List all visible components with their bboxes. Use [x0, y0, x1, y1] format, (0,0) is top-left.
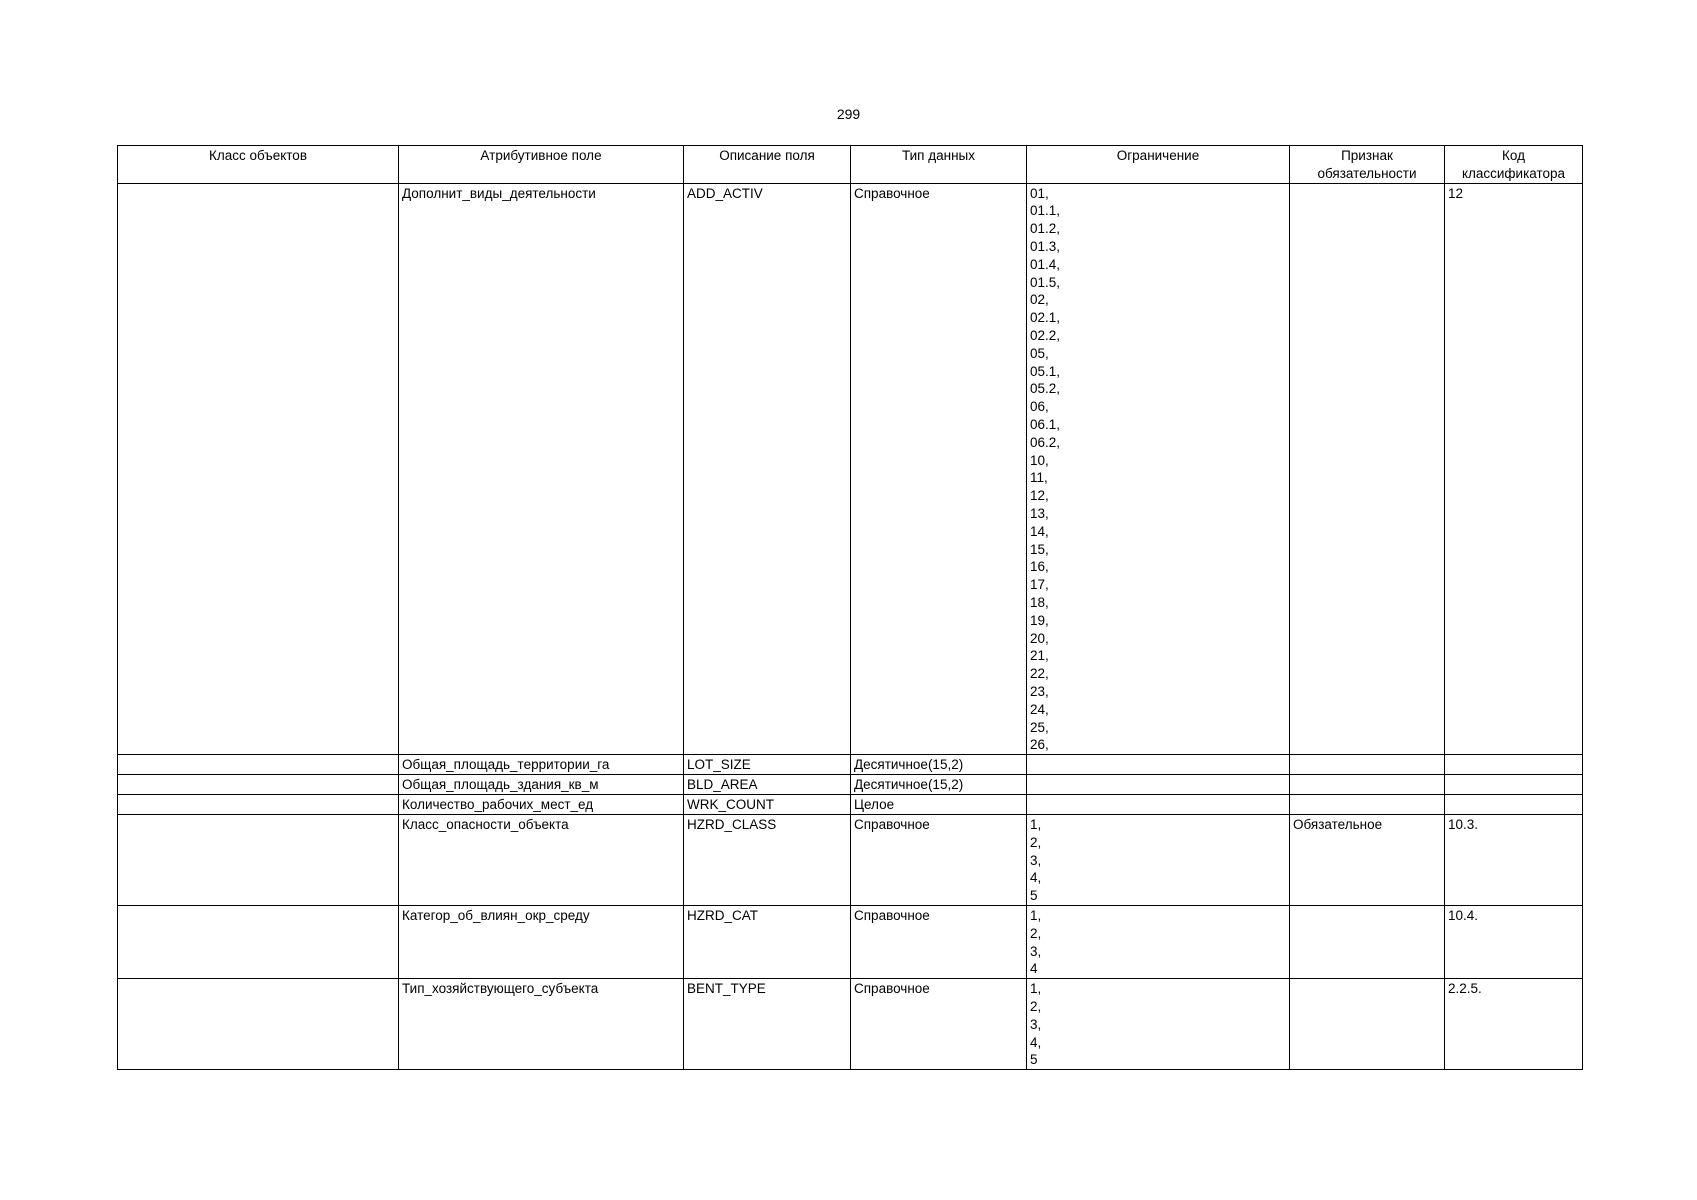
cell-mandatory [1290, 906, 1445, 979]
constraint-value: 3, [1030, 1016, 1042, 1032]
header-mandatory-flag [1290, 146, 1445, 184]
constraint-value: 4, [1030, 1034, 1042, 1050]
constraint-value: 06, [1030, 399, 1049, 415]
table-row [118, 906, 1583, 979]
header-mandatory-line1: Признак [1341, 148, 1393, 163]
table-row [118, 815, 1583, 906]
constraint-value: 17, [1030, 577, 1049, 593]
cell-field-description: LOT_SIZE [684, 755, 851, 775]
cell-constraint [1027, 775, 1290, 795]
constraint-value: 2, [1030, 834, 1042, 850]
cell-field-description: BLD_AREA [684, 775, 851, 795]
header-data-type: Тип данных [851, 146, 1027, 184]
cell-mandatory: Обязательное [1290, 815, 1445, 906]
constraint-value: 2, [1030, 925, 1042, 941]
cell-field-description: ADD_ACTIV [684, 183, 851, 755]
constraint-value: 1, [1030, 908, 1042, 924]
cell-mandatory [1290, 775, 1445, 795]
cell-classifier-code: 10.4. [1445, 906, 1583, 979]
cell-constraint [1027, 755, 1290, 775]
constraint-value: 24, [1030, 701, 1049, 717]
constraint-value: 01, [1030, 185, 1049, 201]
cell-classifier-code [1445, 775, 1583, 795]
constraint-value: 26, [1030, 737, 1049, 753]
constraint-value: 02, [1030, 292, 1049, 308]
cell-object-class [118, 815, 399, 906]
cell-constraint [1027, 815, 1290, 906]
cell-attribute-field: Категор_об_влиян_окр_среду [399, 906, 684, 979]
constraint-value: 10, [1030, 452, 1049, 468]
constraint-value: 4 [1030, 961, 1038, 977]
cell-constraint [1027, 795, 1290, 815]
constraint-value: 01.4, [1030, 256, 1061, 272]
cell-attribute-field: Количество_рабочих_мест_ед [399, 795, 684, 815]
header-classifier-code [1445, 146, 1583, 184]
constraint-value: 01.3, [1030, 238, 1061, 254]
constraint-value: 18, [1030, 594, 1049, 610]
constraint-value: 12, [1030, 488, 1049, 504]
constraint-value: 1, [1030, 817, 1042, 833]
cell-classifier-code [1445, 755, 1583, 775]
constraint-value: 25, [1030, 719, 1049, 735]
cell-field-description: BENT_TYPE [684, 979, 851, 1070]
constraint-value: 01.5, [1030, 274, 1061, 290]
constraint-value: 19, [1030, 612, 1049, 628]
table-row [118, 755, 1583, 775]
header-field-description: Описание поля [684, 146, 851, 184]
cell-mandatory [1290, 183, 1445, 755]
constraint-value: 13, [1030, 505, 1049, 521]
cell-field-description: HZRD_CLASS [684, 815, 851, 906]
constraint-value: 02.2, [1030, 327, 1061, 343]
constraint-value: 3, [1030, 852, 1042, 868]
cell-data-type: Справочное [851, 815, 1027, 906]
cell-data-type: Целое [851, 795, 1027, 815]
table-row [118, 979, 1583, 1070]
constraint-value: 01.2, [1030, 221, 1061, 237]
constraint-value: 06.1, [1030, 416, 1061, 432]
page-number: 299 [836, 106, 861, 122]
cell-attribute-field: Тип_хозяйствующего_субъекта [399, 979, 684, 1070]
constraint-value: 14, [1030, 523, 1049, 539]
constraint-value: 05, [1030, 345, 1049, 361]
constraint-value: 5 [1030, 1052, 1038, 1068]
constraint-value: 5 [1030, 888, 1038, 904]
constraint-value: 06.2, [1030, 434, 1061, 450]
constraint-value: 01.1, [1030, 203, 1061, 219]
cell-classifier-code: 10.3. [1445, 815, 1583, 906]
cell-classifier-code [1445, 795, 1583, 815]
cell-constraint [1027, 906, 1290, 979]
cell-constraint [1027, 183, 1290, 755]
cell-object-class [118, 906, 399, 979]
constraint-value: 4, [1030, 870, 1042, 886]
header-code-line2: классификатора [1461, 165, 1566, 181]
constraint-value: 23, [1030, 683, 1049, 699]
constraint-value: 11, [1030, 470, 1048, 486]
cell-constraint [1027, 979, 1290, 1070]
header-constraint: Ограничение [1027, 146, 1290, 184]
header-attribute-field: Атрибутивное поле [399, 146, 684, 184]
cell-attribute-field: Общая_площадь_территории_га [399, 755, 684, 775]
cell-data-type: Справочное [851, 183, 1027, 755]
cell-attribute-field: Класс_опасности_объекта [399, 815, 684, 906]
constraint-value: 16, [1030, 559, 1049, 575]
table-row [118, 775, 1583, 795]
header-row [118, 146, 1583, 184]
header-object-class: Класс объектов [118, 146, 399, 184]
cell-field-description: WRK_COUNT [684, 795, 851, 815]
table-body [118, 183, 1583, 1070]
cell-object-class [118, 979, 399, 1070]
attribute-table [117, 145, 1583, 1070]
cell-mandatory [1290, 795, 1445, 815]
constraint-value: 2, [1030, 999, 1042, 1015]
cell-data-type: Десятичное(15,2) [851, 775, 1027, 795]
constraint-value: 02.1, [1030, 310, 1061, 326]
cell-classifier-code: 2.2.5. [1445, 979, 1583, 1070]
cell-mandatory [1290, 979, 1445, 1070]
cell-object-class [118, 795, 399, 815]
cell-object-class [118, 775, 399, 795]
cell-field-description: HZRD_CAT [684, 906, 851, 979]
cell-attribute-field: Общая_площадь_здания_кв_м [399, 775, 684, 795]
cell-object-class [118, 183, 399, 755]
table-row [118, 795, 1583, 815]
cell-data-type: Справочное [851, 906, 1027, 979]
cell-mandatory [1290, 755, 1445, 775]
constraint-value: 15, [1030, 541, 1049, 557]
constraint-value: 21, [1030, 648, 1049, 664]
constraint-value: 05.2, [1030, 381, 1061, 397]
header-code-line1: Код [1502, 148, 1525, 163]
constraint-value: 22, [1030, 666, 1049, 682]
cell-data-type: Справочное [851, 979, 1027, 1070]
cell-attribute-field: Дополнит_виды_деятельности [399, 183, 684, 755]
table-row [118, 183, 1583, 755]
constraint-value: 20, [1030, 630, 1049, 646]
constraint-value: 3, [1030, 943, 1042, 959]
constraint-value: 1, [1030, 981, 1042, 997]
cell-classifier-code: 12 [1445, 183, 1583, 755]
cell-object-class [118, 755, 399, 775]
header-mandatory-line2: обязательности [1317, 165, 1417, 181]
constraint-value: 05.1, [1030, 363, 1061, 379]
cell-data-type: Десятичное(15,2) [851, 755, 1027, 775]
